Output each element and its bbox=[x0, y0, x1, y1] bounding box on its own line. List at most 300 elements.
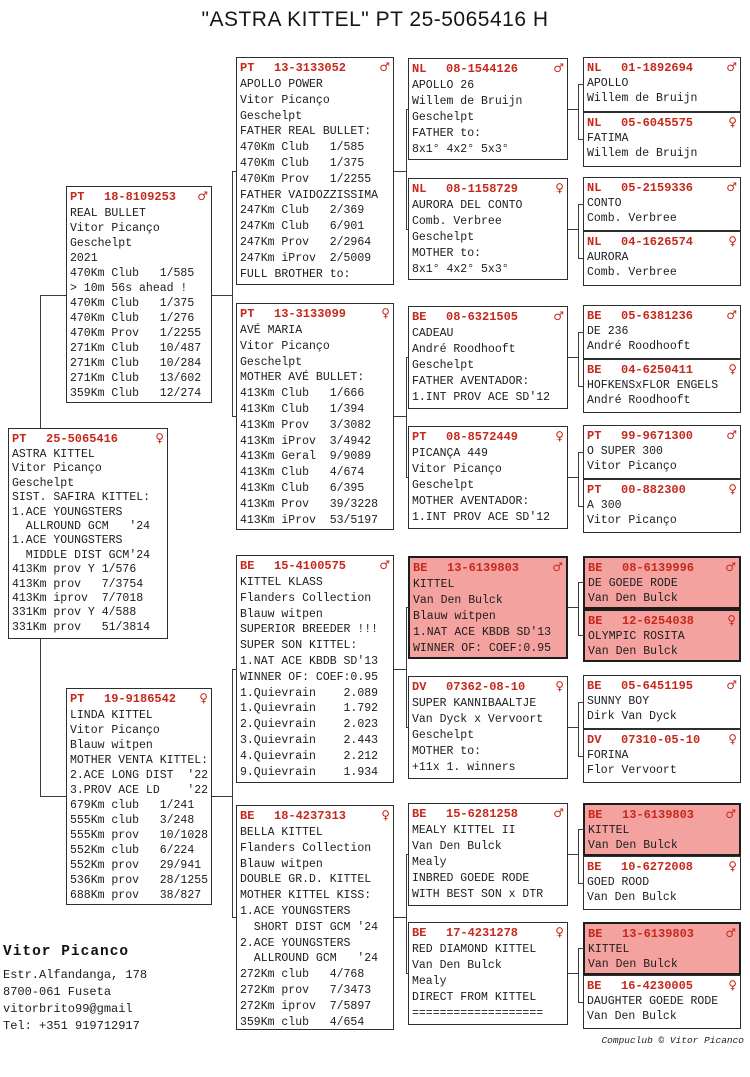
pedigree-box-o-super-300 bbox=[583, 425, 741, 479]
pedigree-text-line: RED DIAMOND KITTEL bbox=[412, 943, 537, 956]
pedigree-box-ave-maria bbox=[236, 303, 394, 530]
ring-header bbox=[412, 309, 564, 326]
pedigree-text-line: 2.ACE LONG DIST '22 bbox=[70, 769, 209, 782]
pedigree-box-cadeau bbox=[408, 306, 568, 409]
pedigree-box-apollo-26 bbox=[408, 58, 568, 160]
pedigree-text-line: 470Km Club 1/585 bbox=[240, 141, 365, 155]
pedigree-text-line: 3.Quievrain 2.443 bbox=[240, 733, 379, 747]
pedigree-text-line: Vitor Picanço bbox=[587, 459, 677, 473]
country-code: BE bbox=[588, 927, 603, 941]
pedigree-text-line: 413Km iprov 7/7018 bbox=[12, 592, 144, 606]
connector-line bbox=[394, 917, 406, 918]
connector-line bbox=[568, 973, 578, 974]
breeder-email: vitorbrito99@gmail bbox=[3, 1002, 133, 1016]
pedigree-text-line: AVÉ MARIA bbox=[240, 324, 303, 337]
pedigree-text-line: Vitor Picanço bbox=[412, 463, 502, 476]
ring-header bbox=[587, 115, 737, 132]
pedigree-box-conto bbox=[583, 177, 741, 231]
pedigree-text-line: Blauw witpen bbox=[413, 610, 496, 623]
pedigree-text-line: SUPER SON KITTEL: bbox=[240, 639, 358, 653]
connector-line bbox=[578, 84, 579, 140]
connector-line bbox=[406, 477, 409, 478]
pedigree-text-line: 413Km Club 1/666 bbox=[240, 387, 365, 401]
software-credit: Compuclub © Vitor Picanco bbox=[601, 1035, 744, 1046]
pedigree-text-line: Comb. Verbree bbox=[587, 211, 677, 225]
connector-line bbox=[568, 109, 578, 110]
country-code: BE bbox=[588, 614, 603, 628]
country-code: BE bbox=[587, 860, 602, 874]
pedigree-text-line: 272Km club 4/768 bbox=[240, 968, 365, 982]
male-icon: ♂ bbox=[379, 60, 390, 74]
connector-line bbox=[578, 452, 579, 507]
pedigree-text-line: Blauw witpen bbox=[240, 607, 323, 621]
ring-number: 17-4231278 bbox=[446, 926, 519, 940]
pedigree-text-line: INBRED GOEDE RODE bbox=[412, 872, 530, 885]
pedigree-text-line: Blauw witpen bbox=[240, 857, 323, 871]
pedigree-text-line: Comb. Verbree bbox=[587, 265, 677, 279]
connector-line bbox=[40, 295, 66, 296]
ring-number: 08-6139996 bbox=[622, 561, 695, 575]
ring-number: 12-6254038 bbox=[622, 614, 695, 628]
pedigree-text-line: MOTHER KITTEL KISS: bbox=[240, 889, 372, 903]
pedigree-box-fatima bbox=[583, 112, 741, 167]
country-code: BE bbox=[587, 979, 602, 993]
connector-line bbox=[232, 171, 233, 417]
male-icon: ♂ bbox=[552, 560, 563, 574]
breeder-phone: Tel: +351 919712917 bbox=[3, 1019, 140, 1033]
pedigree-text-line: 2021 bbox=[70, 252, 98, 265]
pedigree-text-line: 2.ACE YOUNGSTERS bbox=[240, 936, 351, 950]
pedigree-text-line: 470Km Club 1/375 bbox=[70, 297, 195, 310]
pedigree-text-line: 9.Quievrain 1.934 bbox=[240, 765, 379, 779]
pedigree-box-linda-kittel bbox=[66, 688, 212, 905]
pedigree-text-line: =================== bbox=[412, 1007, 544, 1020]
pedigree-text-line: 470Km Club 1/375 bbox=[240, 156, 365, 170]
connector-line bbox=[406, 109, 409, 110]
pedigree-box-kittel bbox=[408, 556, 568, 659]
connector-line bbox=[578, 258, 584, 259]
pedigree-text-line: Van Den Bulck bbox=[413, 594, 503, 607]
ring-header bbox=[587, 859, 737, 876]
female-icon: ♀ bbox=[728, 482, 737, 496]
female-icon: ♀ bbox=[555, 181, 564, 195]
pedigree-text-line: 272Km prov 7/3473 bbox=[240, 983, 372, 997]
connector-line bbox=[568, 607, 578, 608]
pedigree-text-line: 413Km Geral 9/9089 bbox=[240, 450, 372, 464]
pedigree-text-line: MOTHER AVENTADOR: bbox=[412, 495, 530, 508]
pedigree-text-line: Blauw witpen bbox=[70, 739, 153, 752]
country-code: BE bbox=[587, 309, 602, 323]
pedigree-text-line: Van Den Bulck bbox=[588, 644, 678, 658]
connector-line bbox=[568, 357, 578, 358]
pedigree-text-line: A 300 bbox=[587, 499, 622, 512]
ring-number: 05-6381236 bbox=[621, 309, 694, 323]
pedigree-text-line: FULL BROTHER to: bbox=[240, 267, 351, 281]
connector-line bbox=[578, 84, 584, 85]
pedigree-box-a-300 bbox=[583, 479, 741, 533]
pedigree-text-line: FATHER to: bbox=[412, 127, 482, 140]
country-code: NL bbox=[587, 235, 602, 249]
pedigree-text-line: 359Km Club 12/274 bbox=[70, 387, 202, 400]
pedigree-text-line: CADEAU bbox=[412, 327, 454, 340]
female-icon: ♀ bbox=[555, 925, 564, 939]
connector-line bbox=[406, 854, 409, 855]
female-icon: ♀ bbox=[555, 429, 564, 443]
pedigree-text-line: Geschelpt bbox=[70, 237, 133, 250]
breeder-info bbox=[3, 944, 147, 1035]
ring-header bbox=[240, 60, 390, 77]
pedigree-text-line: SIST. SAFIRA KITTEL: bbox=[12, 491, 151, 505]
ring-header bbox=[587, 362, 737, 379]
pedigree-text-line: 247Km Club 6/901 bbox=[240, 220, 365, 234]
connector-line bbox=[406, 357, 409, 358]
pedigree-text-line: KITTEL bbox=[588, 943, 630, 956]
pedigree-text-line: CONTO bbox=[587, 197, 622, 210]
connector-line bbox=[578, 582, 584, 583]
country-code: BE bbox=[412, 926, 427, 940]
country-code: BE bbox=[587, 679, 602, 693]
ring-header bbox=[588, 926, 736, 943]
ring-header bbox=[240, 306, 390, 323]
female-icon: ♀ bbox=[728, 362, 737, 376]
ring-header bbox=[240, 808, 390, 825]
connector-line bbox=[578, 702, 584, 703]
connector-line bbox=[578, 635, 584, 636]
pedigree-text-line: Geschelpt bbox=[412, 479, 475, 492]
connector-line bbox=[394, 171, 406, 172]
ring-header bbox=[412, 429, 564, 446]
pedigree-text-line: MOTHER to: bbox=[412, 247, 482, 260]
connector-line bbox=[406, 854, 407, 974]
connector-line bbox=[568, 854, 578, 855]
connector-line bbox=[578, 204, 579, 259]
female-icon: ♀ bbox=[381, 808, 390, 822]
connector-line bbox=[568, 229, 578, 230]
connector-line bbox=[578, 756, 584, 757]
connector-line bbox=[578, 332, 584, 333]
pedigree-text-line: 1.NAT ACE KBDB SD'13 bbox=[413, 626, 552, 639]
pedigree-text-line: 247Km Prov 2/2964 bbox=[240, 235, 372, 249]
pedigree-text-line: ALLROUND GCM '24 bbox=[12, 520, 151, 534]
female-icon: ♀ bbox=[728, 732, 737, 746]
connector-line bbox=[578, 204, 584, 205]
pedigree-text-line: KITTEL KLASS bbox=[240, 576, 323, 589]
pedigree-text-line: FORINA bbox=[587, 749, 629, 762]
connector-line bbox=[406, 229, 409, 230]
pedigree-box-sunny-boy bbox=[583, 675, 741, 729]
female-icon: ♀ bbox=[728, 978, 737, 992]
connector-line bbox=[394, 669, 406, 670]
pedigree-text-line: 470Km Club 1/276 bbox=[70, 312, 195, 325]
connector-line bbox=[568, 477, 578, 478]
pedigree-text-line: 359Km club 4/654 bbox=[240, 1015, 365, 1029]
connector-line bbox=[406, 607, 409, 608]
pedigree-text-line: Dirk Van Dyck bbox=[587, 709, 677, 723]
connector-line bbox=[406, 607, 407, 728]
country-code: NL bbox=[587, 116, 602, 130]
pedigree-text-line: Comb. Verbree bbox=[412, 215, 502, 228]
connector-line bbox=[578, 948, 579, 1003]
pedigree-text-line: 1.INT PROV ACE SD'12 bbox=[412, 511, 551, 524]
male-icon: ♂ bbox=[725, 807, 736, 821]
ring-header bbox=[412, 806, 564, 823]
pedigree-text-line: 413Km Club 4/674 bbox=[240, 466, 365, 480]
pedigree-text-line: 413Km iProv 53/5197 bbox=[240, 513, 379, 527]
pedigree-text-line: DIRECT FROM KITTEL bbox=[412, 991, 537, 1004]
country-code: BE bbox=[588, 808, 603, 822]
country-code: PT bbox=[587, 429, 602, 443]
pedigree-text-line: 1.Quievrain 2.089 bbox=[240, 686, 379, 700]
pedigree-text-line: 3.PROV ACE LD '22 bbox=[70, 784, 209, 797]
pedigree-text-line: André Roodhooft bbox=[587, 393, 691, 407]
male-icon: ♂ bbox=[725, 926, 736, 940]
male-icon: ♂ bbox=[553, 61, 564, 75]
pedigree-text-line: 555Km club 3/248 bbox=[70, 814, 195, 827]
pedigree-text-line: MIDDLE DIST GCM'24 bbox=[12, 548, 151, 562]
pedigree-box-aurora bbox=[583, 231, 741, 286]
connector-line bbox=[578, 883, 584, 884]
connector-line bbox=[568, 727, 578, 728]
ring-number: 08-1544126 bbox=[446, 62, 519, 76]
connector-line bbox=[578, 1002, 584, 1003]
ring-number: 25-5065416 bbox=[46, 432, 119, 446]
pedigree-text-line: 4.Quievrain 2.212 bbox=[240, 749, 379, 763]
country-code: PT bbox=[240, 61, 255, 75]
pedigree-text-line: AURORA bbox=[587, 251, 629, 264]
pedigree-text-line: DOUBLE GR.D. KITTEL bbox=[240, 873, 372, 887]
pedigree-text-line: Mealy bbox=[412, 856, 447, 869]
connector-line bbox=[578, 386, 584, 387]
country-code: NL bbox=[587, 181, 602, 195]
pedigree-text-line: 271Km Club 10/284 bbox=[70, 357, 202, 370]
connector-line bbox=[578, 452, 584, 453]
ring-number: 13-6139803 bbox=[622, 927, 695, 941]
pedigree-text-line: André Roodhooft bbox=[587, 339, 691, 353]
ring-header bbox=[587, 978, 737, 995]
pedigree-box-mealy-kittel-ii bbox=[408, 803, 568, 906]
pedigree-text-line: FATHER AVENTADOR: bbox=[412, 375, 530, 388]
country-code: BE bbox=[587, 363, 602, 377]
pedigree-text-line: BELLA KITTEL bbox=[240, 826, 323, 839]
pedigree-text-line: André Roodhooft bbox=[412, 343, 516, 356]
pedigree-text-line: 1.INT PROV ACE SD'12 bbox=[412, 391, 551, 404]
pedigree-text-line: Vitor Picanço bbox=[240, 339, 330, 353]
pedigree-text-line: Willem de Bruijn bbox=[412, 95, 523, 108]
ring-number: 04-1626574 bbox=[621, 235, 694, 249]
pedigree-text-line: 413Km iProv 3/4942 bbox=[240, 434, 372, 448]
pedigree-text-line: Flor Vervoort bbox=[587, 763, 677, 777]
connector-line bbox=[40, 638, 41, 796]
country-code: PT bbox=[587, 483, 602, 497]
male-icon: ♂ bbox=[379, 558, 390, 572]
pedigree-text-line: PICANÇA 449 bbox=[412, 447, 488, 460]
country-code: BE bbox=[412, 807, 427, 821]
pedigree-text-line: Flanders Collection bbox=[240, 591, 372, 605]
connector-line bbox=[232, 917, 237, 918]
pedigree-text-line: 8x1° 4x2° 5x3° bbox=[412, 263, 509, 276]
country-code: BE bbox=[240, 559, 255, 573]
pedigree-box-kittel-3 bbox=[583, 922, 741, 975]
pedigree-text-line: MEALY KITTEL II bbox=[412, 824, 516, 837]
pedigree-text-line: WINNER OF: COEF:0.95 bbox=[413, 642, 552, 655]
pedigree-box-picanca-449 bbox=[408, 426, 568, 529]
pedigree-text-line: Geschelpt bbox=[240, 109, 303, 123]
connector-line bbox=[212, 796, 232, 797]
ring-header bbox=[12, 431, 164, 448]
pedigree-text-line: 413Km Club 1/394 bbox=[240, 402, 365, 416]
pedigree-text-line: 1.NAT ACE KBDB SD'13 bbox=[240, 654, 379, 668]
pedigree-text-line: SUPER KANNIBAALTJE bbox=[412, 697, 537, 710]
pedigree-text-line: 470Km Prov 1/2255 bbox=[240, 172, 372, 186]
pedigree-box-astra-kittel bbox=[8, 428, 168, 639]
connector-line bbox=[406, 727, 409, 728]
female-icon: ♀ bbox=[381, 306, 390, 320]
pedigree-text-line: Geschelpt bbox=[412, 729, 475, 742]
male-icon: ♂ bbox=[726, 678, 737, 692]
ring-number: 08-1158729 bbox=[446, 182, 519, 196]
pedigree-text-line: GOED ROOD bbox=[587, 876, 650, 889]
ring-number: 99-9671300 bbox=[621, 429, 694, 443]
connector-line bbox=[232, 416, 237, 417]
pedigree-text-line: Van Den Bulck bbox=[587, 1009, 677, 1023]
connector-line bbox=[578, 139, 584, 140]
pedigree-text-line: 271Km Club 10/487 bbox=[70, 342, 202, 355]
pedigree-text-line: Mealy bbox=[412, 975, 447, 988]
pedigree-text-line: SUNNY BOY bbox=[587, 695, 650, 708]
country-code: NL bbox=[587, 61, 602, 75]
ring-header bbox=[412, 925, 564, 942]
ring-header bbox=[587, 732, 737, 749]
breeder-name: Vitor Picanco bbox=[3, 944, 130, 960]
country-code: BE bbox=[412, 310, 427, 324]
connector-line bbox=[578, 582, 579, 636]
connector-line bbox=[578, 829, 584, 830]
pedigree-text-line: 555Km prov 10/1028 bbox=[70, 829, 209, 842]
ring-header bbox=[587, 234, 737, 251]
pedigree-text-line: Van Den Bulck bbox=[588, 957, 678, 971]
pedigree-text-line: REAL BULLET bbox=[70, 207, 146, 220]
ring-header bbox=[587, 678, 737, 695]
female-icon: ♀ bbox=[727, 613, 736, 627]
connector-line bbox=[232, 171, 237, 172]
ring-number: 13-3133052 bbox=[274, 61, 347, 75]
ring-number: 15-4100575 bbox=[274, 559, 347, 573]
pedigree-text-line: APOLLO 26 bbox=[412, 79, 475, 92]
ring-number: 13-6139803 bbox=[622, 808, 695, 822]
country-code: PT bbox=[70, 190, 85, 204]
ring-number: 08-8572449 bbox=[446, 430, 519, 444]
ring-number: 13-6139803 bbox=[447, 561, 520, 575]
connector-line bbox=[578, 948, 584, 949]
female-icon: ♀ bbox=[728, 859, 737, 873]
ring-header bbox=[587, 180, 737, 197]
connector-line bbox=[40, 295, 41, 428]
female-icon: ♀ bbox=[155, 431, 164, 445]
country-code: NL bbox=[412, 182, 427, 196]
pedigree-box-olympic-rosita bbox=[583, 609, 741, 662]
pedigree-text-line: 536Km prov 28/1255 bbox=[70, 874, 209, 887]
pedigree-text-line: Vitor Picanço bbox=[70, 222, 160, 235]
ring-number: 04-6250411 bbox=[621, 363, 694, 377]
pedigree-text-line: Geschelpt bbox=[240, 355, 303, 369]
pedigree-text-line: 8x1° 4x2° 5x3° bbox=[412, 143, 509, 156]
ring-header bbox=[412, 181, 564, 198]
ring-number: 05-6451195 bbox=[621, 679, 694, 693]
ring-header bbox=[587, 308, 737, 325]
connector-line bbox=[578, 702, 579, 757]
ring-number: 07310-05-10 bbox=[621, 733, 701, 747]
male-icon: ♂ bbox=[553, 806, 564, 820]
pedigree-text-line: 1.Quievrain 1.792 bbox=[240, 702, 379, 716]
pedigree-text-line: Vitor Picanço bbox=[240, 93, 330, 107]
pedigree-text-line: KITTEL bbox=[588, 824, 630, 837]
connector-line bbox=[578, 829, 579, 884]
pedigree-box-aurora-del-conto bbox=[408, 178, 568, 280]
pedigree-text-line: 552Km club 6/224 bbox=[70, 844, 195, 857]
country-code: PT bbox=[412, 430, 427, 444]
pedigree-text-line: +11x 1. winners bbox=[412, 761, 516, 774]
pedigree-text-line: 413Km prov 7/3754 bbox=[12, 577, 144, 591]
connector-line bbox=[232, 669, 233, 918]
country-code: DV bbox=[587, 733, 602, 747]
pedigree-text-line: 552Km prov 29/941 bbox=[70, 859, 202, 872]
pedigree-text-line: FATHER REAL BULLET: bbox=[240, 125, 372, 139]
pedigree-text-line: Geschelpt bbox=[12, 476, 75, 490]
pedigree-text-line: 413Km Club 6/395 bbox=[240, 481, 365, 495]
ring-header bbox=[412, 61, 564, 78]
connector-line bbox=[40, 796, 66, 797]
pedigree-text-line: Willem de Bruijn bbox=[587, 146, 698, 160]
pedigree-text-line: Willem de Bruijn bbox=[587, 91, 698, 105]
breeder-address-line: 8700-061 Fuseta bbox=[3, 985, 112, 999]
ring-header bbox=[587, 428, 737, 445]
pedigree-box-hofkens-x-flor-engels bbox=[583, 359, 741, 413]
pedigree-box-apollo bbox=[583, 57, 741, 112]
male-icon: ♂ bbox=[725, 560, 736, 574]
pedigree-text-line: Vitor Picanço bbox=[587, 513, 677, 527]
pedigree-text-line: 679Km club 1/241 bbox=[70, 799, 195, 812]
male-icon: ♂ bbox=[197, 189, 208, 203]
pedigree-text-line: FATHER VAIDOZZISSIMA bbox=[240, 188, 379, 202]
ring-number: 13-3133099 bbox=[274, 307, 347, 321]
ring-number: 08-6321505 bbox=[446, 310, 519, 324]
ring-header bbox=[240, 558, 390, 575]
pedigree-text-line: DE GOEDE RODE bbox=[588, 577, 678, 590]
pedigree-text-line: 413Km Prov 39/3228 bbox=[240, 497, 379, 511]
pedigree-text-line: 247Km iProv 2/5009 bbox=[240, 251, 372, 265]
country-code: BE bbox=[240, 809, 255, 823]
pedigree-text-line: Van Den Bulck bbox=[588, 838, 678, 852]
ring-number: 15-6281258 bbox=[446, 807, 519, 821]
pedigree-text-line: Van Dyck x Vervoort bbox=[412, 713, 544, 726]
pedigree-box-goed-rood bbox=[583, 856, 741, 910]
pedigree-text-line: Geschelpt bbox=[412, 231, 475, 244]
country-code: PT bbox=[12, 432, 27, 446]
ring-number: 07362-08-10 bbox=[446, 680, 526, 694]
ring-header bbox=[587, 60, 737, 77]
pedigree-box-de-goede-rode bbox=[583, 556, 741, 609]
connector-line bbox=[406, 973, 409, 974]
pedigree-text-line: MOTHER VENTA KITTEL: bbox=[70, 754, 209, 767]
ring-header bbox=[588, 807, 736, 824]
pedigree-text-line: DE 236 bbox=[587, 325, 629, 338]
pedigree-box-de-236 bbox=[583, 305, 741, 359]
pedigree-box-super-kannibaaltje bbox=[408, 676, 568, 779]
pedigree-text-line: Flanders Collection bbox=[240, 841, 372, 855]
pedigree-text-line: 271Km Club 13/602 bbox=[70, 372, 202, 385]
ring-number: 05-2159336 bbox=[621, 181, 694, 195]
country-code: PT bbox=[240, 307, 255, 321]
